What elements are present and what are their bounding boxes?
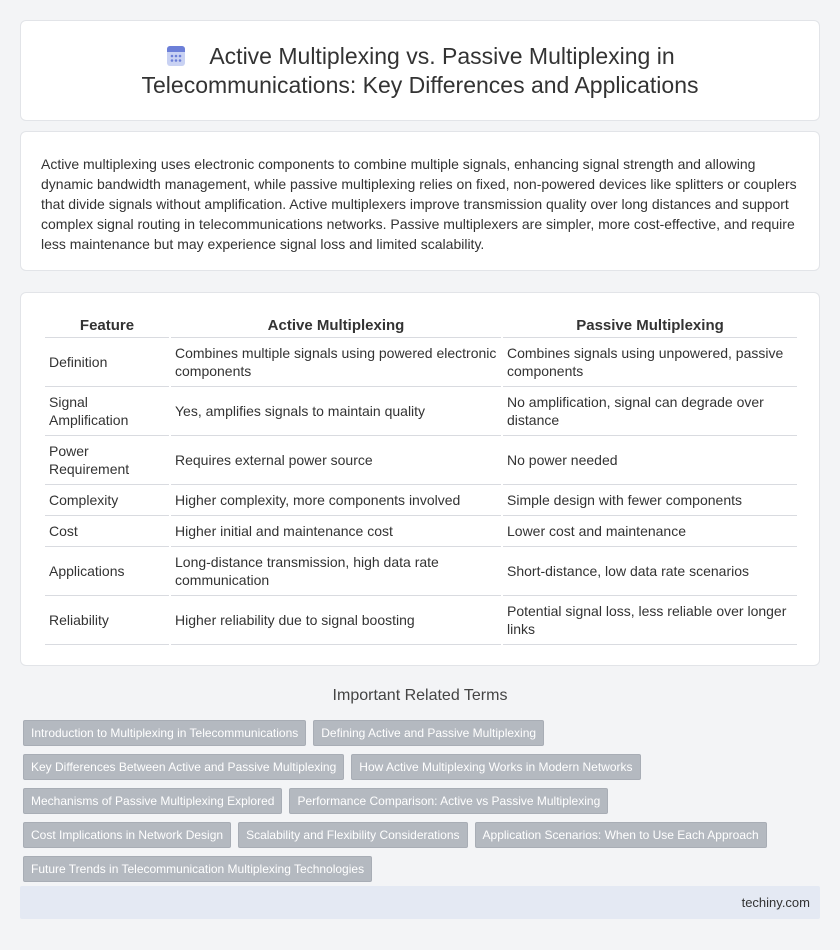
- active-cell: Higher complexity, more components involved: [171, 485, 501, 516]
- active-cell: Long-distance transmission, high data rate communication: [171, 547, 501, 596]
- footer-site-link[interactable]: techiny.com: [741, 895, 810, 910]
- table-row: [45, 547, 797, 596]
- table-row: [45, 516, 797, 547]
- feature-cell: Applications: [45, 547, 169, 596]
- passive-cell: Combines signals using unpowered, passive components: [503, 338, 797, 387]
- related-term-tag[interactable]: Key Differences Between Active and Passive Multiplexing: [23, 754, 344, 780]
- related-term-tag[interactable]: Performance Comparison: Active vs Passive Multiplexing: [289, 788, 608, 814]
- passive-cell: No amplification, signal can degrade over distance: [503, 387, 797, 436]
- active-cell: Yes, amplifies signals to maintain quality: [171, 387, 501, 436]
- passive-cell: Simple design with fewer components: [503, 485, 797, 516]
- related-term-tag[interactable]: Scalability and Flexibility Considerations: [238, 822, 467, 848]
- related-term-tag[interactable]: Mechanisms of Passive Multiplexing Explored: [23, 788, 282, 814]
- feature-cell: Cost: [45, 516, 169, 547]
- title-card: [20, 20, 820, 121]
- related-term-tag[interactable]: Introduction to Multiplexing in Telecommunications: [23, 720, 306, 746]
- related-term-tag[interactable]: Defining Active and Passive Multiplexing: [313, 720, 544, 746]
- header-passive: Passive Multiplexing: [503, 311, 797, 338]
- related-terms-heading: Important Related Terms: [332, 687, 508, 704]
- table-row: [45, 485, 797, 516]
- passive-cell: Lower cost and maintenance: [503, 516, 797, 547]
- feature-cell: Power Requirement: [45, 436, 169, 485]
- passive-cell: Potential signal loss, less reliable over longer links: [503, 596, 797, 645]
- table-row: [45, 387, 797, 436]
- page-title: [110, 42, 730, 100]
- feature-cell: Complexity: [45, 485, 169, 516]
- related-term-tag[interactable]: Application Scenarios: When to Use Each Approach: [475, 822, 767, 848]
- page-title-text: Active Multiplexing vs. Passive Multiplexing in Telecommunications: Key Differences and Applications: [141, 42, 699, 98]
- active-cell: Higher initial and maintenance cost: [171, 516, 501, 547]
- table-header-row: [45, 311, 797, 338]
- table-row: [45, 596, 797, 645]
- feature-cell: Reliability: [45, 596, 169, 645]
- passive-cell: No power needed: [503, 436, 797, 485]
- feature-cell: Signal Amplification: [45, 387, 169, 436]
- comparison-card: [20, 292, 820, 666]
- footer: [20, 886, 820, 919]
- summary-card: [20, 131, 820, 271]
- table-row: [45, 338, 797, 387]
- summary-text: Active multiplexing uses electronic components to combine multiple signals, enhancing signal strength and allowing dynamic bandwidth management, while passive multiplexing relies on fixed, non-powered devices like splitters or couplers that divide signals without amplification. Active multiplexers improve transmission quality over long distances and support complex signal routing in telecommunications networks. Passive multiplexers are simpler, more cost-effective, and require less maintenance but may experience signal loss and limited scalability.: [41, 156, 797, 252]
- active-cell: Requires external power source: [171, 436, 501, 485]
- header-feature: Feature: [45, 311, 169, 338]
- active-cell: Combines multiple signals using powered electronic components: [171, 338, 501, 387]
- active-cell: Higher reliability due to signal boosting: [171, 596, 501, 645]
- related-term-tag[interactable]: Future Trends in Telecommunication Multiplexing Technologies: [23, 856, 372, 882]
- document-icon: [165, 45, 187, 67]
- related-terms-list: [23, 720, 803, 882]
- comparison-table: [43, 311, 799, 645]
- feature-cell: Definition: [45, 338, 169, 387]
- table-row: [45, 436, 797, 485]
- passive-cell: Short-distance, low data rate scenarios: [503, 547, 797, 596]
- related-term-tag[interactable]: How Active Multiplexing Works in Modern Networks: [351, 754, 640, 780]
- header-active: Active Multiplexing: [171, 311, 501, 338]
- related-term-tag[interactable]: Cost Implications in Network Design: [23, 822, 231, 848]
